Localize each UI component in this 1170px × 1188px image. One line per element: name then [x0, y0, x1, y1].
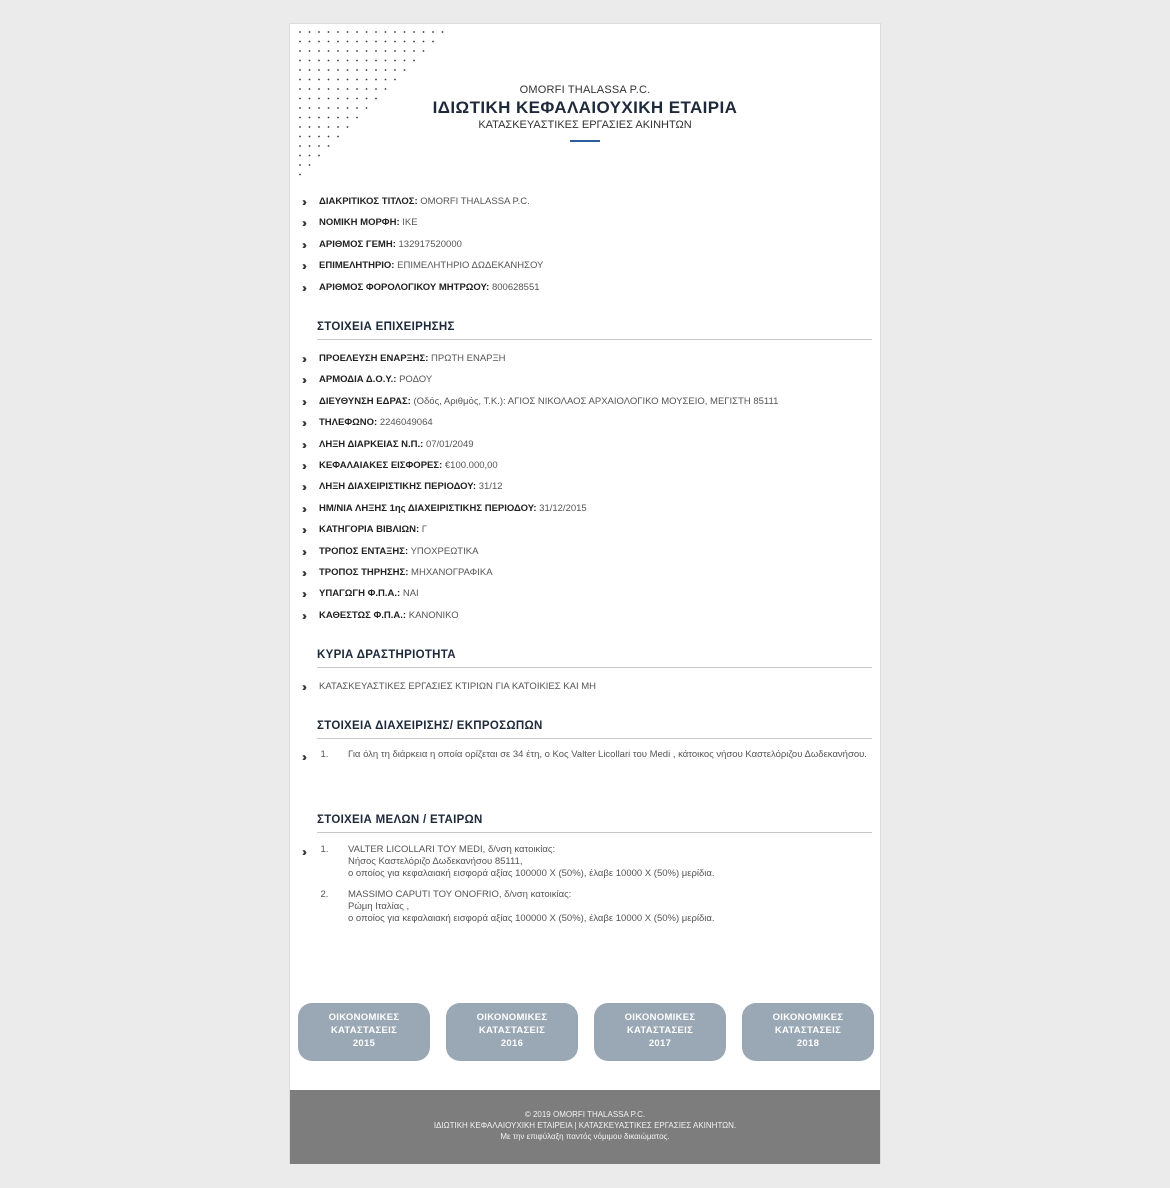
pattern-dot — [309, 69, 311, 71]
pattern-dot — [404, 41, 406, 43]
double-chevron-icon: ›› — [302, 750, 304, 764]
pattern-dot — [337, 50, 339, 52]
member-entry: 2. MASSIMO CAPUTI ΤΟΥ ONOFRIO, δ/νση κατοικίας: Ρώμη Ιταλίας , ο οποίος για κεφαλαιακή εισφορά αξίας 100000 Χ (50%), έλαβε 10000 Χ (50%) μερίδια. — [331, 889, 872, 925]
pattern-dot — [356, 60, 358, 62]
list-item: ›› ΠΡΟΕΛΕΥΣΗ ΕΝΑΡΞΗΣ: ΠΡΩΤΗ ΕΝΑΡΞΗ — [302, 352, 506, 366]
financial-statements-2015-button[interactable]: ΟΙΚΟΝΟΜΙΚΕΣ ΚΑΤΑΣΤΑΣΕΙΣ 2015 — [298, 1003, 430, 1061]
footer-copyright: © 2019 OMORFI THALASSA P.C. — [524, 1110, 646, 1119]
brand-name: OMORFI THALASSA P.C. — [519, 84, 651, 96]
double-chevron-icon: ›› — [302, 523, 304, 538]
pattern-dot — [404, 60, 406, 62]
double-chevron-icon: ›› — [302, 352, 304, 366]
pattern-dot — [375, 41, 377, 43]
pattern-dot — [347, 60, 349, 62]
pattern-dot — [413, 50, 415, 52]
double-chevron-icon: ›› — [302, 608, 304, 623]
page-header — [290, 84, 880, 142]
pattern-dot — [394, 31, 396, 33]
pattern-dot — [318, 69, 320, 71]
double-chevron-icon: ›› — [302, 259, 304, 274]
pattern-dot — [318, 79, 320, 81]
double-chevron-icon: ›› — [302, 544, 304, 559]
pattern-dot — [299, 60, 301, 62]
list-item: ›› ΚΑΤΗΓΟΡΙΑ ΒΙΒΛΙΩΝ: Γ — [302, 523, 428, 538]
pattern-dot — [385, 69, 387, 71]
pattern-dot — [385, 60, 387, 62]
pattern-dot — [337, 69, 339, 71]
pattern-dot — [385, 79, 387, 81]
double-chevron-icon: ›› — [302, 280, 304, 295]
pattern-dot — [375, 69, 377, 71]
pattern-dot — [404, 69, 406, 71]
double-chevron-icon: ›› — [302, 680, 304, 694]
page-title: ΙΔΙΩΤΙΚΗ ΚΕΦΑΛΑΙΟΥΧΙΚΗ ΕΤΑΙΡΙΑ — [432, 98, 738, 117]
pattern-dot — [299, 41, 301, 43]
pattern-dot — [328, 69, 330, 71]
double-chevron-icon: ›› — [302, 195, 304, 209]
pattern-dot — [385, 31, 387, 33]
pattern-dot — [366, 31, 368, 33]
pattern-dot — [404, 50, 406, 52]
pattern-dot — [356, 50, 358, 52]
double-chevron-icon: ›› — [302, 480, 304, 495]
list-item: ›› ΕΠΙΜΕΛΗΤΗΡΙΟ: ΕΠΙΜΕΛΗΤΗΡΙΟ ΔΩΔΕΚΑΝΗΣΟΥ — [302, 259, 544, 274]
pattern-dot — [328, 60, 330, 62]
pattern-dot — [394, 60, 396, 62]
list-item: ›› ΗΜ/ΝΙΑ ΛΗΞΗΣ 1ης ΔΙΑΧΕΙΡΙΣΤΙΚΗΣ ΠΕΡΙΟΔΟΥ: 31/12/2015 — [302, 501, 587, 516]
double-chevron-icon: ›› — [302, 565, 304, 580]
pattern-dot — [299, 174, 301, 176]
pattern-dot — [366, 50, 368, 52]
pattern-dot — [366, 69, 368, 71]
list-item: ›› ΤΗΛΕΦΩΝΟ: 2246049064 — [302, 416, 433, 431]
pattern-dot — [356, 79, 358, 81]
section-title-management: ΣΤΟΙΧΕΙΑ ΔΙΑΧΕΙΡΙΣΗΣ/ ΕΚΠΡΟΣΩΠΩΝ — [317, 720, 872, 739]
pattern-dot — [404, 31, 406, 33]
pattern-dot — [375, 79, 377, 81]
pattern-dot — [394, 50, 396, 52]
pattern-dot — [375, 31, 377, 33]
pattern-dot — [337, 31, 339, 33]
pattern-dot — [366, 60, 368, 62]
pattern-dot — [394, 69, 396, 71]
business-info-list — [302, 353, 872, 631]
list-item: ›› ΛΗΞΗ ΔΙΑΡΚΕΙΑΣ Ν.Π.: 07/01/2049 — [302, 437, 474, 452]
double-chevron-icon: ›› — [302, 587, 304, 602]
pattern-dot — [299, 145, 301, 147]
double-chevron-icon: ›› — [302, 416, 304, 431]
pattern-dot — [366, 41, 368, 43]
pattern-dot — [347, 31, 349, 33]
pattern-dot — [299, 155, 301, 157]
pattern-dot — [347, 50, 349, 52]
pattern-dot — [347, 41, 349, 43]
pattern-dot — [423, 41, 425, 43]
pattern-dot — [394, 41, 396, 43]
pattern-dot — [318, 41, 320, 43]
list-item: ›› ΔΙΑΚΡΙΤΙΚΟΣ ΤΙΤΛΟΣ: OMORFI THALASSA P.C. — [302, 195, 530, 209]
pattern-dot — [309, 41, 311, 43]
pattern-dot — [309, 145, 311, 147]
double-chevron-icon: ›› — [302, 394, 304, 409]
pattern-dot — [318, 60, 320, 62]
pattern-dot — [347, 79, 349, 81]
pattern-dot — [375, 60, 377, 62]
document-page — [289, 23, 881, 1164]
pattern-dot — [356, 41, 358, 43]
pattern-dot — [299, 50, 301, 52]
list-item: ›› ΑΡΙΘΜΟΣ ΓΕΜΗ: 132917520000 — [302, 237, 462, 252]
pattern-dot — [385, 50, 387, 52]
pattern-dot — [432, 41, 434, 43]
list-item: ›› ΤΡΟΠΟΣ ΤΗΡΗΣΗΣ: ΜΗΧΑΝΟΓΡΑΦΙΚΑ — [302, 565, 493, 580]
pattern-dot — [299, 69, 301, 71]
list-item: ›› ΤΡΟΠΟΣ ΕΝΤΑΞΗΣ: ΥΠΟΧΡΕΩΤΙΚΑ — [302, 544, 479, 559]
pattern-dot — [299, 31, 301, 33]
pattern-dot — [309, 155, 311, 157]
pattern-dot — [309, 164, 311, 166]
pattern-dot — [442, 31, 444, 33]
list-item: ›› ΝΟΜΙΚΗ ΜΟΡΦΗ: ΙΚΕ — [302, 216, 418, 231]
pattern-dot — [328, 41, 330, 43]
page-footer — [290, 1090, 880, 1164]
pattern-dot — [385, 41, 387, 43]
pattern-dot — [394, 79, 396, 81]
page-subtitle: ΚΑΤΑΣΚΕΥΑΣΤΙΚΕΣ ΕΡΓΑΣΙΕΣ ΑΚΙΝΗΤΩΝ — [478, 119, 692, 131]
section-title-activity: ΚΥΡΙΑ ΔΡΑΣΤΗΡΙΟΤΗΤΑ — [317, 649, 872, 668]
list-item: ›› ΚΑΤΑΣΚΕΥΑΣΤΙΚΕΣ ΕΡΓΑΣΙΕΣ ΚΤΙΡΙΩΝ ΓΙΑ ΚΑΤΟΙΚΙΕΣ ΚΑΙ ΜΗ — [302, 680, 597, 694]
financial-statements-2017-button[interactable]: ΟΙΚΟΝΟΜΙΚΕΣ ΚΑΤΑΣΤΑΣΕΙΣ 2017 — [594, 1003, 726, 1061]
pattern-dot — [413, 41, 415, 43]
pattern-dot — [318, 50, 320, 52]
pattern-dot — [309, 31, 311, 33]
pattern-dot — [309, 60, 311, 62]
pattern-dot — [309, 79, 311, 81]
pattern-dot — [337, 60, 339, 62]
pattern-dot — [299, 164, 301, 166]
footer-rights: Με την επιφύλαξη παντός νόμιμου δικαιώματος. — [500, 1132, 670, 1141]
activity-list — [302, 681, 872, 702]
list-item: ›› ΛΗΞΗ ΔΙΑΧΕΙΡΙΣΤΙΚΗΣ ΠΕΡΙΟΔΟΥ: 31/12 — [302, 480, 503, 495]
management-entry: 1. Για όλη τη διάρκεια η οποία ορίζεται σε 34 έτη, ο Κος Valter Licollari του Medi , κάτοικος νήσου Καστελόριζου Δωδεκανήσου. — [331, 749, 872, 761]
pattern-dot — [328, 31, 330, 33]
pattern-dot — [413, 31, 415, 33]
pattern-dot — [309, 50, 311, 52]
pattern-dot — [423, 50, 425, 52]
pattern-dot — [356, 31, 358, 33]
section-title-business: ΣΤΟΙΧΕΙΑ ΕΠΙΧΕΙΡΗΣΗΣ — [317, 321, 872, 340]
pattern-dot — [356, 69, 358, 71]
section-title-members: ΣΤΟΙΧΕΙΑ ΜΕΛΩΝ / ΕΤΑΙΡΩΝ — [317, 814, 872, 833]
pattern-dot — [318, 145, 320, 147]
pattern-dot — [347, 69, 349, 71]
double-chevron-icon: ›› — [302, 216, 304, 231]
list-item: ›› ΚΕΦΑΛΑΙΑΚΕΣ ΕΙΣΦΟΡΕΣ: €100.000,00 — [302, 458, 498, 473]
financial-statements-buttons — [298, 1003, 874, 1061]
double-chevron-icon: ›› — [302, 437, 304, 452]
list-item: ›› ΑΡΙΘΜΟΣ ΦΟΡΟΛΟΓΙΚΟΥ ΜΗΤΡΩΟΥ: 800628551 — [302, 280, 540, 295]
pattern-dot — [299, 79, 301, 81]
pattern-dot — [318, 31, 320, 33]
management-list — [302, 749, 872, 770]
double-chevron-icon: ›› — [302, 501, 304, 516]
pattern-dot — [432, 31, 434, 33]
financial-statements-2016-button[interactable]: ΟΙΚΟΝΟΜΙΚΕΣ ΚΑΤΑΣΤΑΣΕΙΣ 2016 — [446, 1003, 578, 1061]
double-chevron-icon: ›› — [302, 458, 304, 473]
pattern-dot — [375, 50, 377, 52]
general-info-list — [302, 196, 872, 303]
double-chevron-icon: ›› — [302, 237, 304, 252]
pattern-dot — [337, 41, 339, 43]
pattern-dot — [318, 155, 320, 157]
financial-statements-2018-button[interactable]: ΟΙΚΟΝΟΜΙΚΕΣ ΚΑΤΑΣΤΑΣΕΙΣ 2018 — [742, 1003, 874, 1061]
list-item: ›› ΚΑΘΕΣΤΩΣ Φ.Π.Α.: ΚΑΝΟΝΙΚΟ — [302, 608, 459, 623]
members-list — [302, 844, 872, 935]
footer-company-line: ΙΔΙΩΤΙΚΗ ΚΕΦΑΛΑΙΟΥΧΙΚΗ ΕΤΑΙΡΕΙΑ | ΚΑΤΑΣΚΕΥΑΣΤΙΚΕΣ ΕΡΓΑΣΙΕΣ ΑΚΙΝΗΤΩΝ. — [433, 1121, 737, 1130]
pattern-dot — [337, 79, 339, 81]
list-item — [302, 749, 872, 764]
pattern-dot — [413, 60, 415, 62]
list-item: ›› ΥΠΑΓΩΓΗ Φ.Π.Α.: ΝΑΙ — [302, 587, 419, 602]
pattern-dot — [328, 79, 330, 81]
double-chevron-icon: ›› — [302, 845, 304, 859]
pattern-dot — [328, 50, 330, 52]
pattern-dot — [328, 145, 330, 147]
pattern-dot — [366, 79, 368, 81]
list-item: ›› ΑΡΜΟΔΙΑ Δ.Ο.Υ.: ΡΟΔΟΥ — [302, 373, 433, 388]
list-item: ›› ΔΙΕΥΘΥΝΣΗ ΕΔΡΑΣ: (Οδός, Αριθμός, Τ.Κ.): ΑΓΙΟΣ ΝΙΚΟΛΑΟΣ ΑΡΧΑΙΟΛΟΓΙΚΟ ΜΟΥΣΕΙΟ, ΜΕΓΙΣΤΗ 85111 — [302, 394, 779, 409]
member-entry: 1. VALTER LICOLLARI ΤΟΥ MEDI, δ/νση κατοικίας: Νήσος Καστελόριζο Δωδεκανήσου 85111, ο οποίος για κεφαλαιακή εισφορά αξίας 100000 Χ (50%), έλαβε 10000 Χ (50%) μερίδια. — [331, 844, 872, 880]
double-chevron-icon: ›› — [302, 373, 304, 388]
title-underline — [570, 140, 600, 142]
list-item — [302, 844, 872, 925]
pattern-dot — [423, 31, 425, 33]
